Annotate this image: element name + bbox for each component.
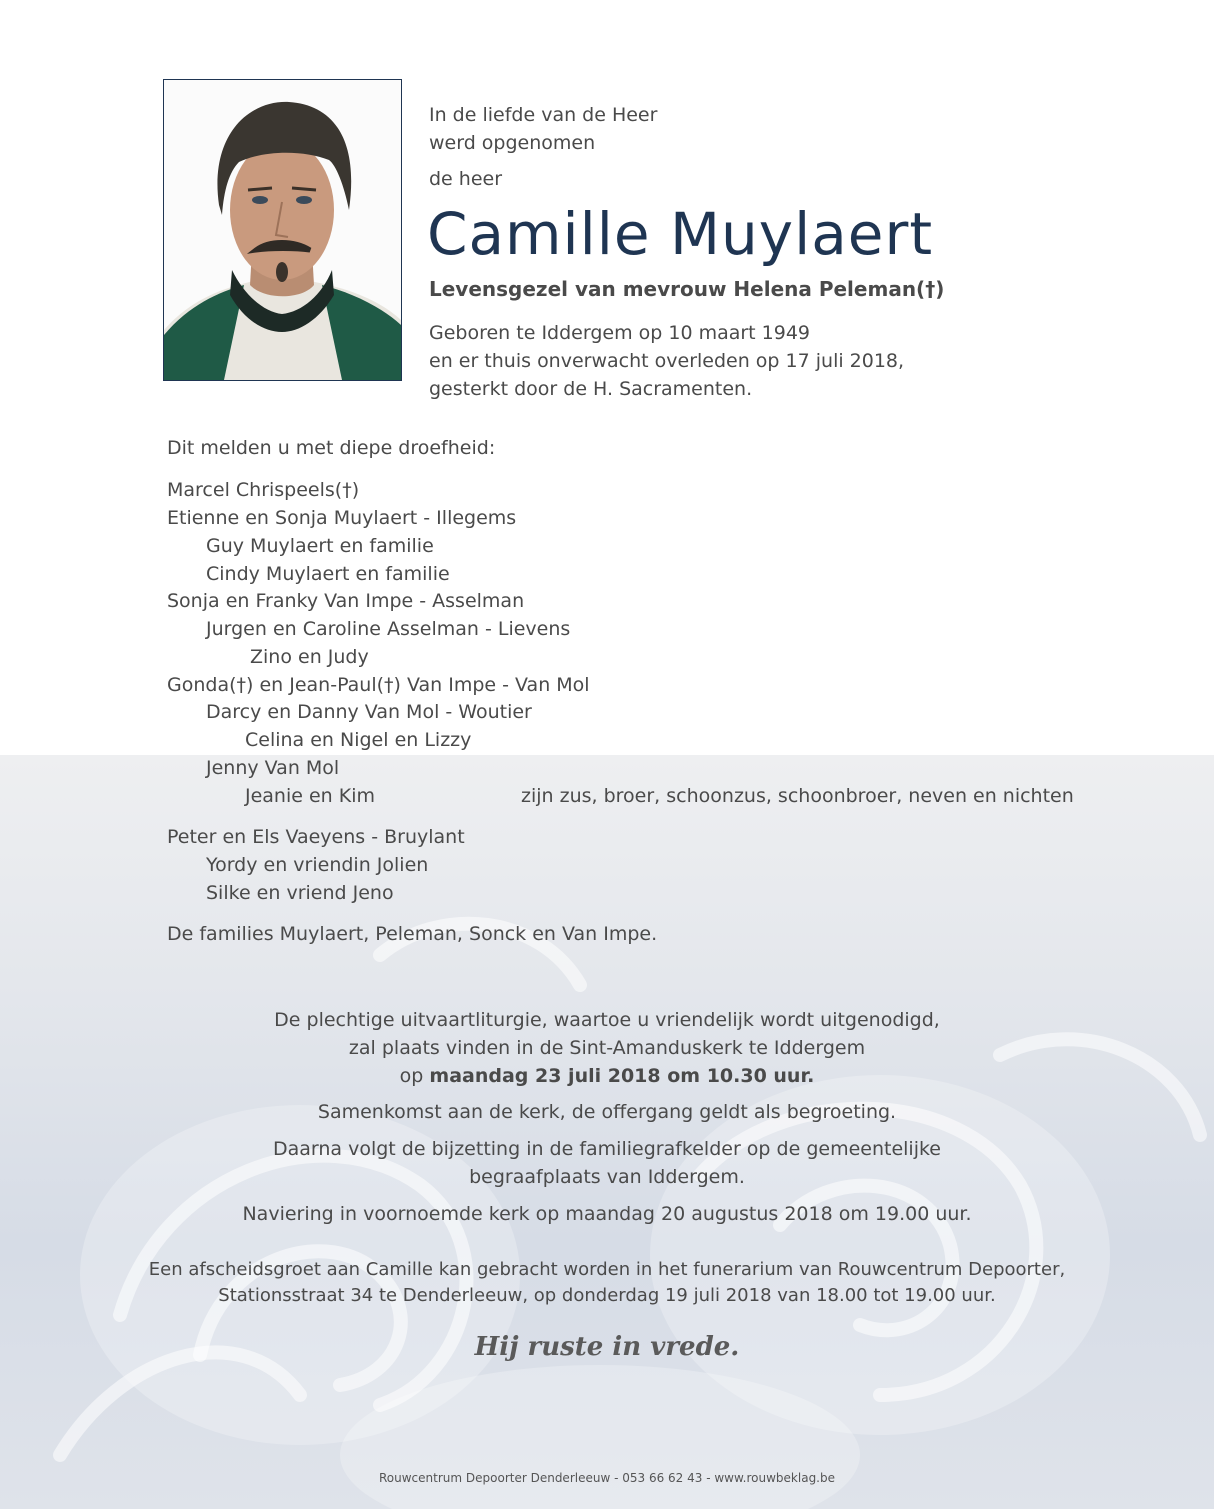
rose-background: [0, 755, 1214, 1509]
family-member: Peter en Els Vaeyens - Bruylant: [167, 826, 465, 848]
birth-line: Geboren te Iddergem op 10 maart 1949: [429, 322, 811, 344]
family-member: Darcy en Danny Van Mol - Woutier: [206, 701, 532, 723]
family-member: Marcel Chrispeels(†): [167, 479, 360, 501]
families-line: De families Muylaert, Peleman, Sonck en Van Impe.: [167, 923, 658, 945]
relation-note: zijn zus, broer, schoonzus, schoonbroer, neven en nichten: [521, 785, 1074, 807]
burial-line-2: begraafplaats van Iddergem.: [469, 1166, 745, 1188]
family-member: Silke en vriend Jeno: [206, 882, 394, 904]
family-member: Jenny Van Mol: [206, 757, 340, 779]
partner-line: Levensgezel van mevrouw Helena Peleman(†): [429, 277, 945, 301]
intro-line-1: In de liefde van de Heer: [429, 104, 658, 126]
rose-decoration: [0, 755, 1214, 1509]
portrait-photo: [163, 79, 402, 381]
family-member: Sonja en Franky Van Impe - Asselman: [167, 590, 525, 612]
ceremony-line-2: zal plaats vinden in de Sint-Amanduskerk te Iddergem: [348, 1037, 866, 1059]
deceased-name: Camille Muylaert: [427, 200, 934, 268]
family-member: Gonda(†) en Jean-Paul(†) Van Impe - Van Mol: [167, 674, 590, 696]
family-member: Celina en Nigel en Lizzy: [245, 729, 472, 751]
after-service-line: Naviering in voornoemde kerk op maandag 20 augustus 2018 om 19.00 uur.: [242, 1203, 972, 1225]
death-line: en er thuis onverwacht overleden op 17 juli 2018,: [429, 350, 905, 372]
burial-line-1: Daarna volgt de bijzetting in de familiegrafkelder op de gemeentelijke: [272, 1138, 941, 1160]
ceremony-date: maandag 23 juli 2018 om 10.30 uur.: [429, 1065, 815, 1087]
ceremony-date-prefix: op: [399, 1065, 424, 1087]
sacraments-line: gesterkt door de H. Sacramenten.: [429, 378, 753, 400]
intro-title: de heer: [429, 168, 503, 190]
ceremony-date-line: [0, 1062, 1214, 1090]
gathering-line: Samenkomst aan de kerk, de offergang geldt als begroeting.: [317, 1101, 897, 1123]
family-member: Etienne en Sonja Muylaert - Illegems: [167, 507, 517, 529]
family-member: Cindy Muylaert en familie: [206, 563, 450, 585]
intro-line-2: werd opgenomen: [429, 132, 596, 154]
family-member: Jeanie en Kim: [245, 785, 376, 807]
ceremony-line-1: De plechtige uitvaartliturgie, waartoe u vriendelijk wordt uitgenodigd,: [274, 1009, 940, 1031]
farewell-line-2: Stationsstraat 34 te Denderleeuw, op donderdag 19 juli 2018 van 18.00 tot 19.00 uur.: [218, 1285, 996, 1306]
farewell-line-1: Een afscheidsgroet aan Camille kan gebracht worden in het funerarium van Rouwcentrum Depoorter,: [148, 1259, 1066, 1280]
family-member: Guy Muylaert en familie: [206, 535, 434, 557]
family-member: Jurgen en Caroline Asselman - Lievens: [206, 618, 571, 640]
family-member: Yordy en vriendin Jolien: [206, 854, 429, 876]
announcement: Dit melden u met diepe droefheid:: [167, 437, 496, 459]
family-member: Zino en Judy: [250, 646, 369, 668]
footer: Rouwcentrum Depoorter Denderleeuw - 053 66 62 43 - www.rouwbeklag.be: [379, 1471, 835, 1485]
rip-text: Hij ruste in vrede.: [474, 1332, 740, 1362]
